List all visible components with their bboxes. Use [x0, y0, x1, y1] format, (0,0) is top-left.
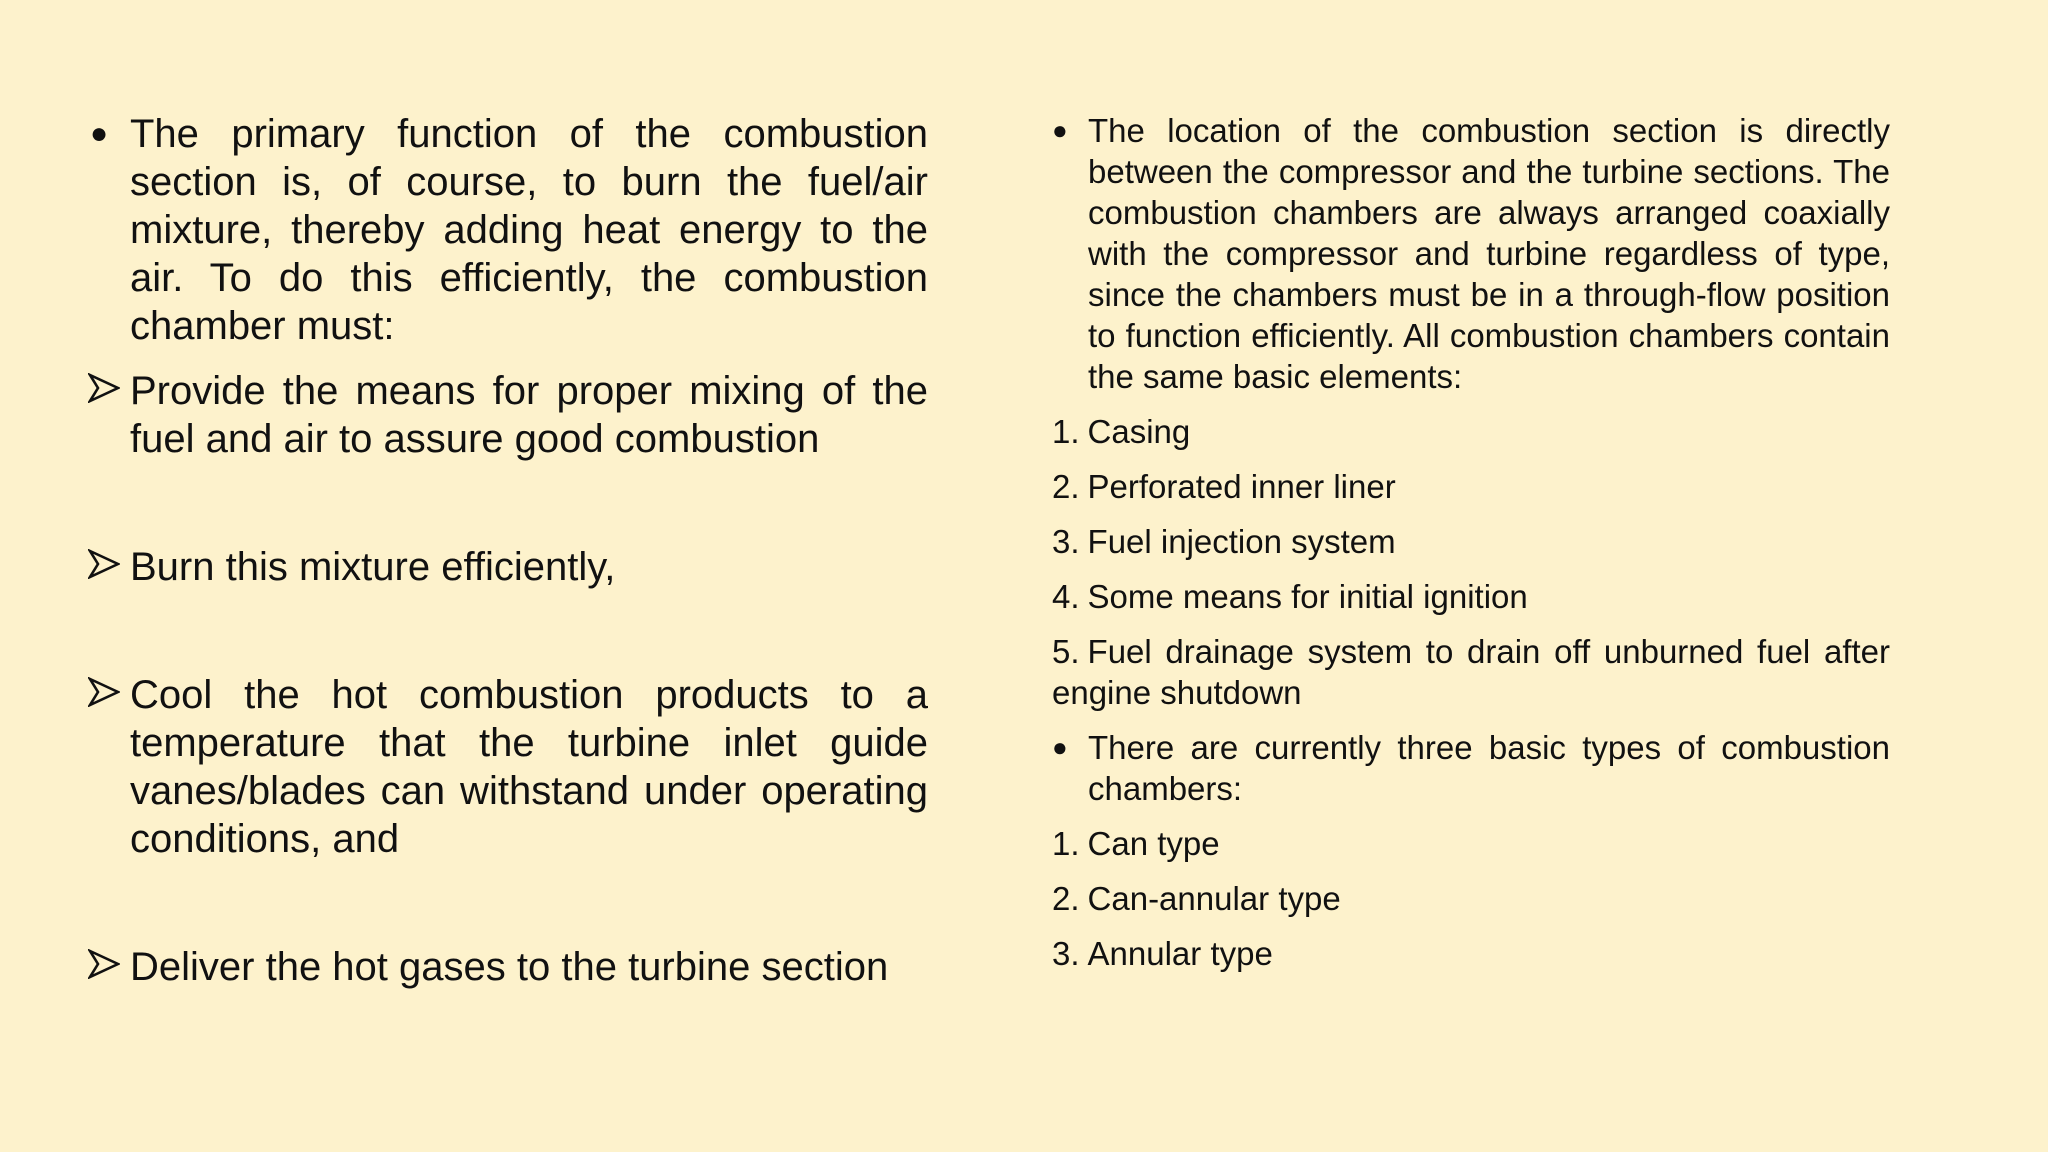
types-bullet — [1052, 727, 1890, 809]
element-number: 4. — [1052, 578, 1080, 615]
right-column — [1052, 110, 1890, 988]
left-column — [88, 110, 928, 991]
type-item — [1052, 878, 1890, 919]
intro-text: The primary function of the combustion section is, of course, to burn the fuel/air mixture, thereby adding heat energy to the air. To do this efficiently, the combustion chamber must: — [130, 112, 928, 348]
element-item — [1052, 631, 1890, 713]
requirement-text: Provide the means for proper mixing of the fuel and air to assure good combustion — [130, 369, 928, 461]
requirement-item — [88, 943, 928, 991]
element-number: 5. — [1052, 633, 1080, 670]
requirement-text: Burn this mixture efficiently, — [130, 545, 616, 589]
type-number: 3. — [1052, 935, 1080, 972]
location-bullet — [1052, 110, 1890, 397]
element-text: Some means for initial ignition — [1087, 578, 1528, 615]
requirement-text: Cool the hot combustion products to a temperature that the turbine inlet guide vanes/blades can withstand under operating conditions, and — [130, 673, 928, 861]
arrow-bullet-icon — [88, 677, 120, 707]
element-item — [1052, 411, 1890, 452]
type-number: 2. — [1052, 880, 1080, 917]
element-number: 2. — [1052, 468, 1080, 505]
requirement-text: Deliver the hot gases to the turbine section — [130, 945, 889, 989]
requirement-item — [88, 367, 928, 463]
element-text: Fuel injection system — [1087, 523, 1396, 560]
requirement-item — [88, 671, 928, 863]
type-text: Annular type — [1087, 935, 1273, 972]
arrow-bullet-icon — [88, 373, 120, 403]
bullet-icon: ● — [1052, 115, 1068, 145]
element-number: 3. — [1052, 523, 1080, 560]
bullet-icon: ● — [1052, 732, 1068, 762]
element-text: Casing — [1087, 413, 1191, 450]
type-text: Can-annular type — [1087, 880, 1341, 917]
arrow-bullet-icon — [88, 549, 120, 579]
arrow-bullet-icon — [88, 949, 120, 979]
type-text: Can type — [1087, 825, 1220, 862]
types-intro-text: There are currently three basic types of combustion chambers: — [1088, 729, 1890, 807]
intro-bullet — [88, 110, 928, 350]
element-text: Fuel drainage system to drain off unburned fuel after engine shutdown — [1052, 633, 1890, 711]
requirement-item — [88, 543, 928, 591]
element-item — [1052, 466, 1890, 507]
element-item — [1052, 521, 1890, 562]
element-text: Perforated inner liner — [1087, 468, 1396, 505]
bullet-icon: ● — [90, 117, 109, 150]
type-item — [1052, 933, 1890, 974]
location-text: The location of the combustion section is directly between the compressor and the turbine sections. The combustion chambers are always arranged coaxially with the compressor and turbine regardless of type, since the chambers must be in a through-flow position to function efficiently. All combustion chambers contain the same basic elements: — [1088, 112, 1890, 395]
type-item — [1052, 823, 1890, 864]
element-number: 1. — [1052, 413, 1080, 450]
element-item — [1052, 576, 1890, 617]
type-number: 1. — [1052, 825, 1080, 862]
